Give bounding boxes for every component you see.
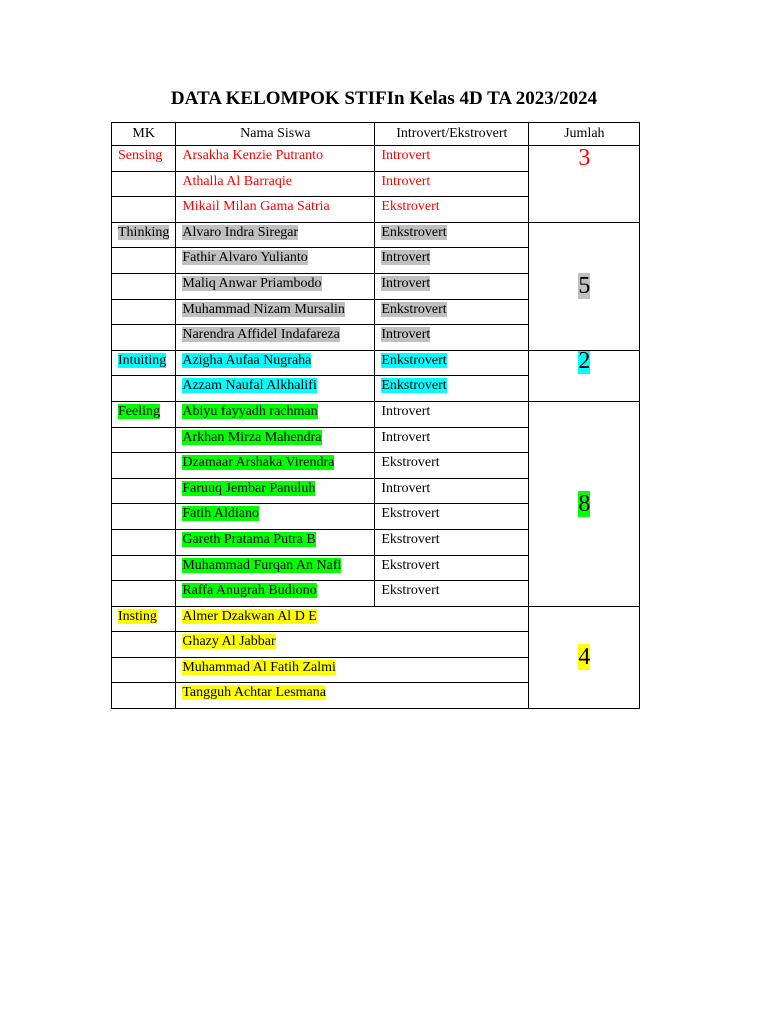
student-type: Enkstrovert	[375, 350, 529, 376]
group-label-empty	[112, 683, 176, 709]
group-label-thinking: Thinking	[112, 222, 176, 248]
table-header-row	[112, 123, 640, 146]
student-type: Introvert	[375, 325, 529, 351]
student-name: Raffa Anugrah Budiono	[176, 581, 375, 607]
student-name: Dzamaar Arshaka Virendra	[176, 453, 375, 479]
group-label-insting: Insting	[112, 606, 176, 632]
group-label-empty	[112, 197, 176, 223]
table-row	[112, 146, 640, 172]
header-introvert-ekstrovert: Introvert/Ekstrovert	[375, 123, 529, 146]
student-name: Azigha Aufaa Nugraha	[176, 350, 375, 376]
student-type: Ekstrovert	[375, 453, 529, 479]
student-name: Arsakha Kenzie Putranto	[176, 146, 375, 172]
student-name: Athalla Al Barraqie	[176, 171, 375, 197]
student-name: Ghazy Al Jabbar	[176, 632, 529, 658]
group-label-empty	[112, 657, 176, 683]
student-name: Muhammad Al Fatih Zalmi	[176, 657, 529, 683]
group-label-feeling: Feeling	[112, 401, 176, 427]
group-label-empty	[112, 427, 176, 453]
group-count-intuiting: 2	[529, 350, 640, 401]
group-label-empty	[112, 325, 176, 351]
student-name: Maliq Anwar Priambodo	[176, 273, 375, 299]
group-label-empty	[112, 273, 176, 299]
student-type: Ekstrovert	[375, 529, 529, 555]
student-name: Narendra Affidel Indafareza	[176, 325, 375, 351]
group-count-insting: 4	[529, 606, 640, 708]
group-label-empty	[112, 504, 176, 530]
student-type: Introvert	[375, 273, 529, 299]
student-name: Muhammad Furqan An Nafi	[176, 555, 375, 581]
student-type: Ekstrovert	[375, 555, 529, 581]
group-count-feeling: 8	[529, 401, 640, 606]
student-type: Introvert	[375, 248, 529, 274]
student-type: Introvert	[375, 478, 529, 504]
group-label-empty	[112, 299, 176, 325]
group-label-empty	[112, 555, 176, 581]
group-label-empty	[112, 248, 176, 274]
table-row	[112, 606, 640, 632]
student-name: Fathir Alvaro Yulianto	[176, 248, 375, 274]
student-name: Muhammad Nizam Mursalin	[176, 299, 375, 325]
student-name: Mikail Milan Gama Satria	[176, 197, 375, 223]
header-mk: MK	[112, 123, 176, 146]
group-label-empty	[112, 529, 176, 555]
student-name: Alvaro Indra Siregar	[176, 222, 375, 248]
group-label-empty	[112, 478, 176, 504]
student-type: Introvert	[375, 427, 529, 453]
student-type: Introvert	[375, 401, 529, 427]
student-type: Ekstrovert	[375, 504, 529, 530]
student-type: Enkstrovert	[375, 299, 529, 325]
student-name: Abiyu fayyadh rachman	[176, 401, 375, 427]
group-label-empty	[112, 376, 176, 402]
group-label-empty	[112, 632, 176, 658]
student-name: Arkhan Mirza Mahendra	[176, 427, 375, 453]
student-type: Introvert	[375, 146, 529, 172]
student-name: Azzam Naufal Alkhalifi	[176, 376, 375, 402]
table-row	[112, 222, 640, 248]
student-type: Ekstrovert	[375, 581, 529, 607]
document-title: DATA KELOMPOK STIFIn Kelas 4D TA 2023/2024	[170, 88, 598, 109]
group-label-intuiting: Intuiting	[112, 350, 176, 376]
group-count-sensing: 3	[529, 146, 640, 223]
student-name: Almer Dzakwan Al D E	[176, 606, 529, 632]
group-count-thinking: 5	[529, 222, 640, 350]
group-label-empty	[112, 581, 176, 607]
student-type: Ekstrovert	[375, 197, 529, 223]
group-label-sensing: Sensing	[112, 146, 176, 172]
group-label-empty	[112, 453, 176, 479]
table-row	[112, 350, 640, 376]
student-name: Fatih Aldiano	[176, 504, 375, 530]
student-type: Enkstrovert	[375, 376, 529, 402]
header-jumlah: Jumlah	[529, 123, 640, 146]
table-row	[112, 401, 640, 427]
group-label-empty	[112, 171, 176, 197]
student-name: Faruuq Jembar Panuluh	[176, 478, 375, 504]
student-name: Gareth Pratama Putra B	[176, 529, 375, 555]
stifin-group-table	[111, 122, 640, 709]
student-name: Tangguh Achtar Lesmana	[176, 683, 529, 709]
header-nama-siswa: Nama Siswa	[176, 123, 375, 146]
student-type: Enkstrovert	[375, 222, 529, 248]
student-type: Introvert	[375, 171, 529, 197]
